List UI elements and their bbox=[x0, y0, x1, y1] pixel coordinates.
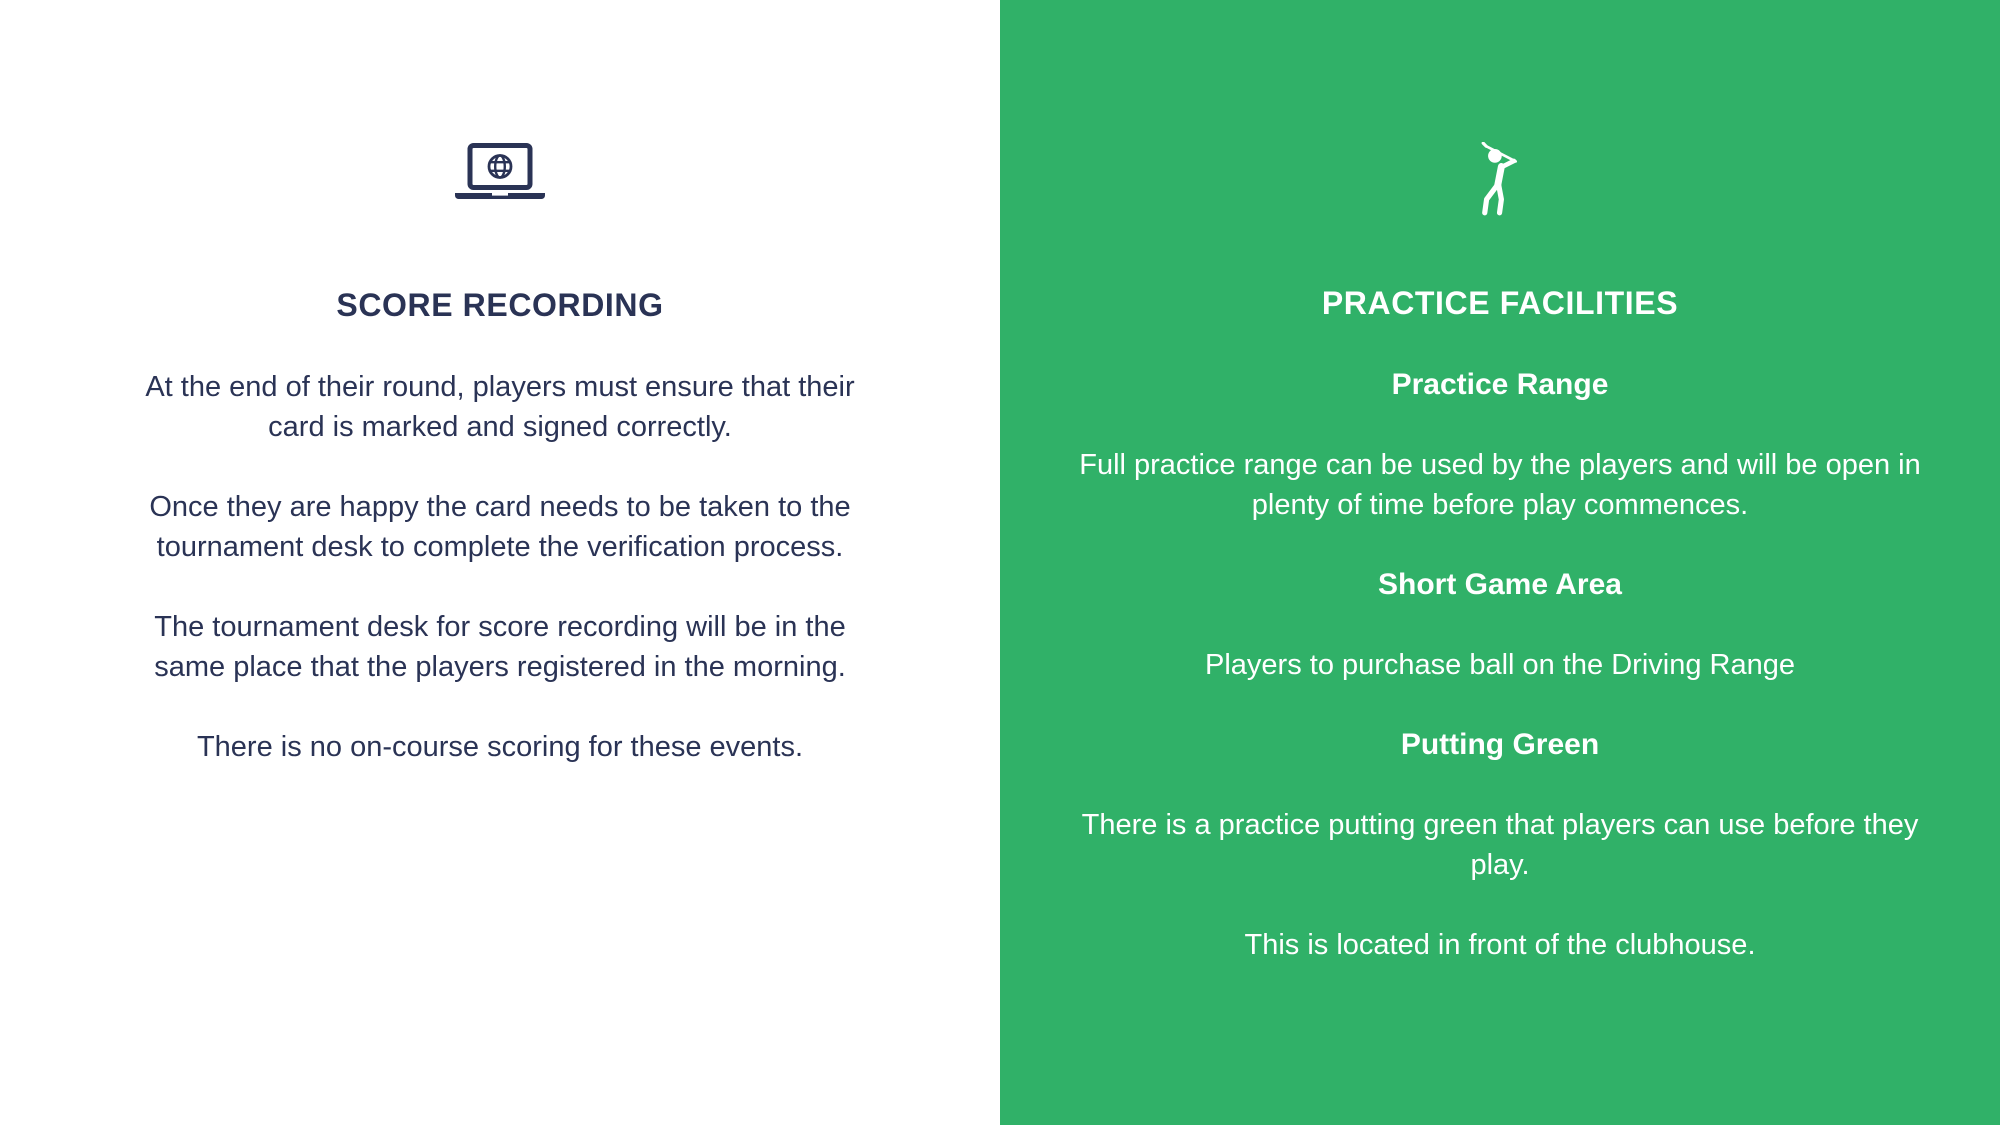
putting-green-text-1: There is a practice putting green that players can use before they play. bbox=[1081, 809, 1919, 881]
score-paragraph-1: At the end of their round, players must ensure that their card is marked and signed correctly. bbox=[145, 371, 855, 443]
putting-green-heading: Putting Green bbox=[1400, 728, 1600, 761]
putting-green-text-2: This is located in front of the clubhouse. bbox=[1244, 929, 1756, 961]
practice-range-text: Full practice range can be used by the players and will be open in plenty of time before play commences. bbox=[1079, 449, 1921, 521]
short-game-area-heading: Short Game Area bbox=[1378, 568, 1622, 601]
practice-facilities-panel bbox=[1000, 0, 2000, 1125]
score-paragraph-2: Once they are happy the card needs to be taken to the tournament desk to complete the verification process. bbox=[149, 491, 851, 563]
golfer-icon bbox=[1469, 142, 1531, 216]
laptop-globe-icon bbox=[454, 143, 546, 201]
practice-facilities-title: PRACTICE FACILITIES bbox=[1321, 285, 1679, 321]
score-paragraph-3: The tournament desk for score recording will be in the same place that the players registered in the morning. bbox=[154, 611, 846, 683]
short-game-area-text: Players to purchase ball on the Driving Range bbox=[1205, 649, 1795, 681]
practice-range-heading: Practice Range bbox=[1391, 368, 1609, 401]
score-paragraph-4: There is no on-course scoring for these events. bbox=[196, 731, 804, 763]
score-recording-title: SCORE RECORDING bbox=[336, 287, 664, 323]
